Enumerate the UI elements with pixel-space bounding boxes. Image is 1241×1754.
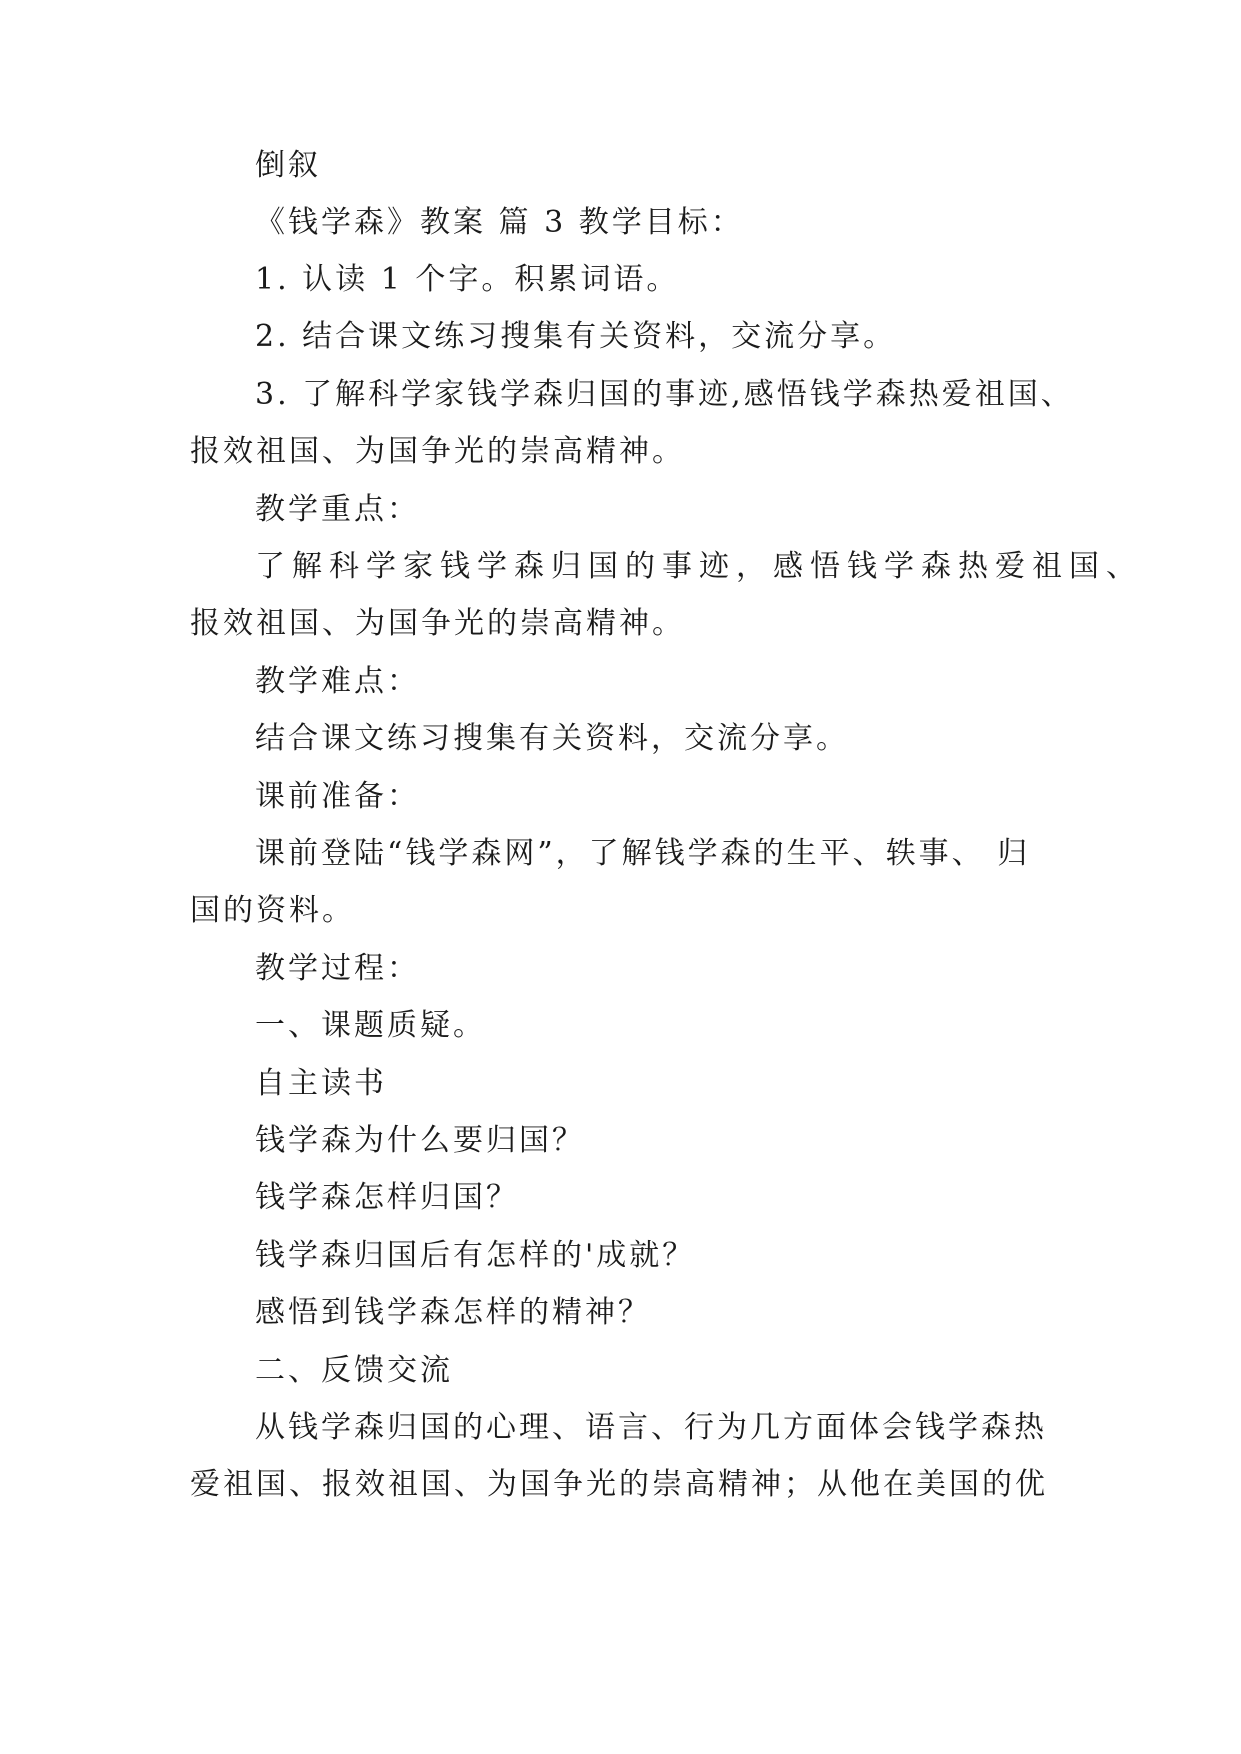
objective-item: 3. 了解科学家钱学森归国的事迹,感悟钱学森热爱祖国、 bbox=[255, 377, 1074, 412]
question-line: 钱学森归国后有怎样的'成就？ bbox=[255, 1238, 696, 1273]
paragraph-line: 课前登陆“钱学森网”，了解钱学森的生平、轶事、 归 bbox=[255, 836, 1031, 871]
question-line: 钱学森为什么要归国？ bbox=[255, 1123, 585, 1158]
paragraph-line: 结合课文练习搜集有关资料，交流分享。 bbox=[255, 721, 849, 756]
question-line: 钱学森怎样归国？ bbox=[255, 1180, 519, 1215]
paragraph-line: 倒叙 bbox=[255, 148, 321, 183]
paragraph-line: 报效祖国、为国争光的崇高精神。 bbox=[190, 606, 685, 641]
subheading: 教学难点： bbox=[255, 664, 420, 699]
section-heading: 《钱学森》教案 篇 3 教学目标： bbox=[255, 205, 744, 240]
paragraph-line: 报效祖国、为国争光的崇高精神。 bbox=[190, 434, 685, 469]
paragraph-line: 自主读书 bbox=[255, 1066, 387, 1101]
paragraph-line: 爱祖国、报效祖国、为国争光的崇高精神；从他在美国的优 bbox=[190, 1467, 1048, 1502]
subheading: 课前准备： bbox=[255, 779, 420, 814]
question-line: 感悟到钱学森怎样的精神？ bbox=[255, 1295, 651, 1330]
objective-item: 2. 结合课文练习搜集有关资料，交流分享。 bbox=[255, 319, 897, 354]
paragraph-line: 二、反馈交流 bbox=[255, 1353, 453, 1388]
subheading: 教学重点： bbox=[255, 492, 420, 527]
objective-item: 1. 认读 1 个字。积累词语。 bbox=[255, 262, 680, 297]
paragraph-line: 从钱学森归国的心理、语言、行为几方面体会钱学森热 bbox=[255, 1410, 1047, 1445]
paragraph-line: 了解科学家钱学森归国的事迹，感悟钱学森热爱祖国、 bbox=[255, 549, 1143, 584]
paragraph-line: 国的资料。 bbox=[190, 893, 355, 928]
paragraph-line: 一、课题质疑。 bbox=[255, 1008, 486, 1043]
subheading: 教学过程： bbox=[255, 951, 420, 986]
